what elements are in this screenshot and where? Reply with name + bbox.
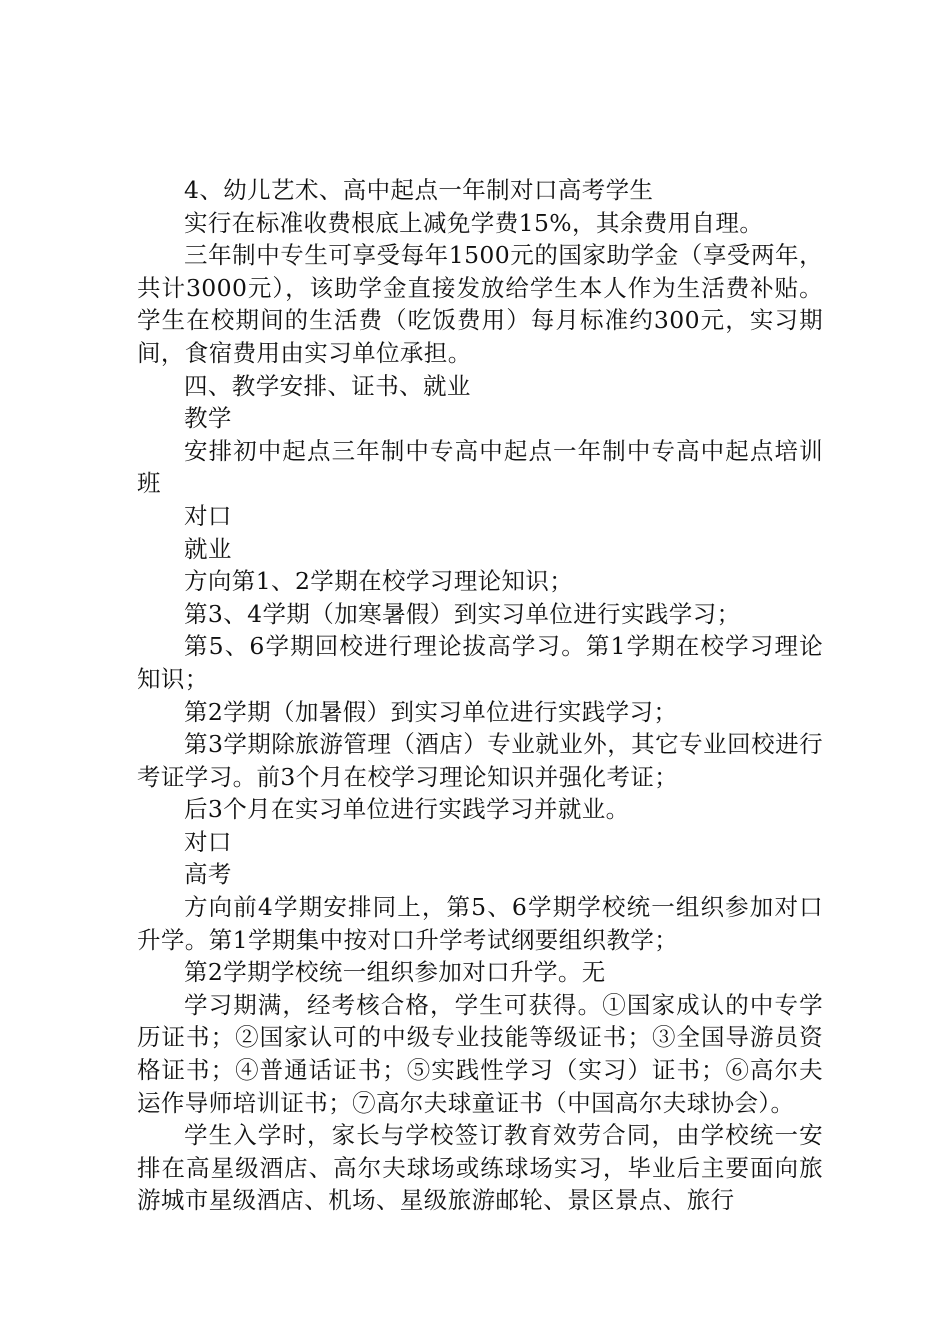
- section-heading-teaching-certificates-employment: 四、教学安排、证书、就业: [184, 371, 471, 400]
- paragraph-national-grant: 三年制中专生可享受每年1500元的国家助学金（享受两年，共计3000元），该助学金直接发放给学生本人作为生活费补贴。学生在校期间的生活费（吃饭费用）每月标准约300元，实习期间，食宿费用由实习单位承担。: [137, 241, 823, 367]
- paragraph-fee-category-4: 4、幼儿艺术、高中起点一年制对口高考学生: [184, 176, 654, 204]
- paragraph-enrollment-contract: 学生入学时，家长与学校签订教育效劳合同，由学校统一安排在高星级酒店、高尔夫球场或练球场实习，毕业后主要面向旅游城市星级酒店、机场、星级旅游邮轮、景区景点、旅行: [137, 1121, 823, 1215]
- paragraph-gaokao-label: 高考: [184, 860, 232, 889]
- paragraph-certificates: 学习期满，经考核合格，学生可获得。①国家成认的中专学历证书；②国家认可的中级专业技能等级证书；③全国导游员资格证书；④普通话证书；⑤实践性学习（实习）证书；⑥高尔夫运作导师培训证书；⑦高尔夫球童证书（中国高尔夫球协会）。: [137, 990, 823, 1117]
- paragraph-program-arrangement: 安排初中起点三年制中专高中起点一年制中专高中起点培训班: [137, 436, 823, 498]
- paragraph-gaokao-direction: 方向前4学期安排同上，第5、6学期学校统一组织参加对口升学。第1学期集中按对口升学考试纲要组织教学；: [137, 893, 823, 954]
- paragraph-last-3-months: 后3个月在实习单位进行实践学习并就业。: [184, 795, 630, 824]
- document-page: [137, 174, 823, 1217]
- paragraph-teaching-label: 教学: [184, 404, 232, 433]
- paragraph-duikou-label: 对口: [184, 501, 232, 530]
- paragraph-semester-5-6: 第5、6学期回校进行理论拔高学习。第1学期在校学习理论知识；: [137, 632, 823, 693]
- paragraph-employment-label: 就业: [184, 534, 232, 563]
- paragraph-semester-1-2: 方向第1、2学期在校学习理论知识；: [184, 567, 574, 596]
- paragraph-fee-reduction: 实行在标准收费根底上减免学费15%，其余费用自理。: [184, 208, 764, 237]
- paragraph-semester-3-certification: 第3学期除旅游管理（酒店）专业就业外，其它专业回校进行考证学习。前3个月在校学习理论知识并强化考证；: [137, 730, 823, 791]
- paragraph-semester-3-4: 第3、4学期（加寒暑假）到实习单位进行实践学习；: [184, 599, 741, 628]
- paragraph-duikou-label-2: 对口: [184, 827, 232, 856]
- paragraph-semester-2-internship: 第2学期（加暑假）到实习单位进行实践学习；: [184, 697, 678, 726]
- paragraph-gaokao-semester-2: 第2学期学校统一组织参加对口升学。无: [184, 958, 606, 987]
